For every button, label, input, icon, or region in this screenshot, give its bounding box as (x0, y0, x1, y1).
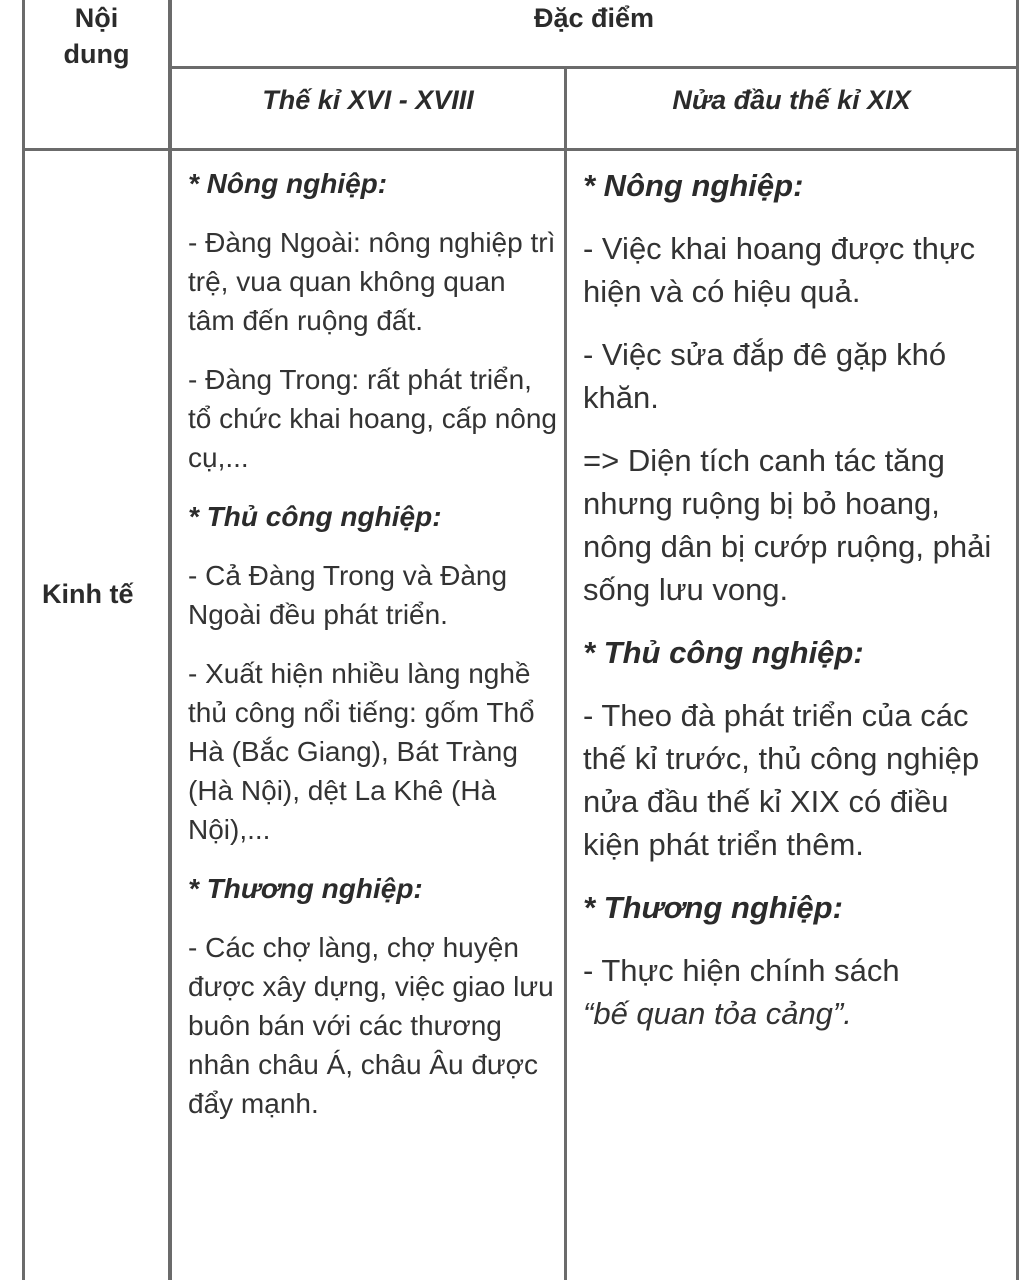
handicraft-craft-villages: - Xuất hiện nhiều làng nghề thủ công nổi tiếng: gốm Thổ Hà (Bắc Giang), Bát Tràng (Hà Nội), dệt La Khê (Hà Nội),... (188, 658, 535, 845)
header-early-19th (567, 69, 1016, 148)
commerce-policy-text: - Thực hiện chính sách (583, 953, 900, 988)
column-divider-1 (168, 0, 172, 1280)
header-characteristics (172, 0, 1016, 66)
handicraft-development: - Theo đà phát triển của các thế kỉ trước, thủ công nghiệp nửa đầu thế kỉ XIX có điều kiện phát triển thêm. (583, 698, 980, 862)
header-bottom-border (22, 148, 1018, 151)
commerce-closed-door-policy (583, 949, 1013, 1035)
header-early-19th-text: Nửa đầu thế kỉ XIX (672, 85, 911, 115)
table-border-right (1016, 0, 1019, 1280)
agriculture-heading: * Nông nghiệp: (188, 168, 388, 199)
handicraft-both-regions: - Cả Đàng Trong và Đàng Ngoài đều phát triển. (188, 560, 508, 630)
agriculture-dang-trong: - Đàng Trong: rất phát triển, tổ chức khai hoang, cấp nông cụ,... (188, 364, 558, 473)
header-characteristics-text: Đặc điểm (533, 3, 655, 33)
header-content-text: Nội dung (63, 3, 130, 69)
row-header-economy (25, 151, 168, 1280)
handicraft-heading: * Thủ công nghiệp: (188, 501, 442, 532)
agriculture-dike-repair: - Việc sửa đắp đê gặp khó khăn. (583, 337, 947, 415)
commerce-heading: * Thương nghiệp: (583, 890, 843, 925)
commerce-policy-quote: “bế quan tỏa cảng”. (583, 996, 852, 1031)
row-header-economy-text: Kinh tế (42, 579, 134, 609)
cell-early-19th-economy (583, 164, 1013, 1035)
agriculture-heading: * Nông nghiệp: (583, 168, 804, 203)
cell-century-16-18-economy (188, 164, 558, 1123)
handicraft-heading: * Thủ công nghiệp: (583, 635, 864, 670)
agriculture-dang-ngoai: - Đàng Ngoài: nông nghiệp trì trệ, vua quan không quan tâm đến ruộng đất. (188, 227, 556, 336)
header-content-label (25, 0, 168, 148)
header-century-16-18 (172, 69, 564, 148)
agriculture-consequence: => Diện tích canh tác tăng nhưng ruộng bị bỏ hoang, nông dân bị cướp ruộng, phải sống lưu vong. (583, 443, 992, 607)
commerce-heading: * Thương nghiệp: (188, 873, 423, 904)
column-divider-2 (564, 66, 567, 1280)
commerce-markets: - Các chợ làng, chợ huyện được xây dựng, việc giao lưu buôn bán với các thương nhân châu Á, châu Âu được đẩy mạnh. (188, 932, 554, 1119)
header-century-16-18-text: Thế kỉ XVI - XVIII (262, 85, 474, 115)
agriculture-land-reclamation: - Việc khai hoang được thực hiện và có hiệu quả. (583, 231, 976, 309)
